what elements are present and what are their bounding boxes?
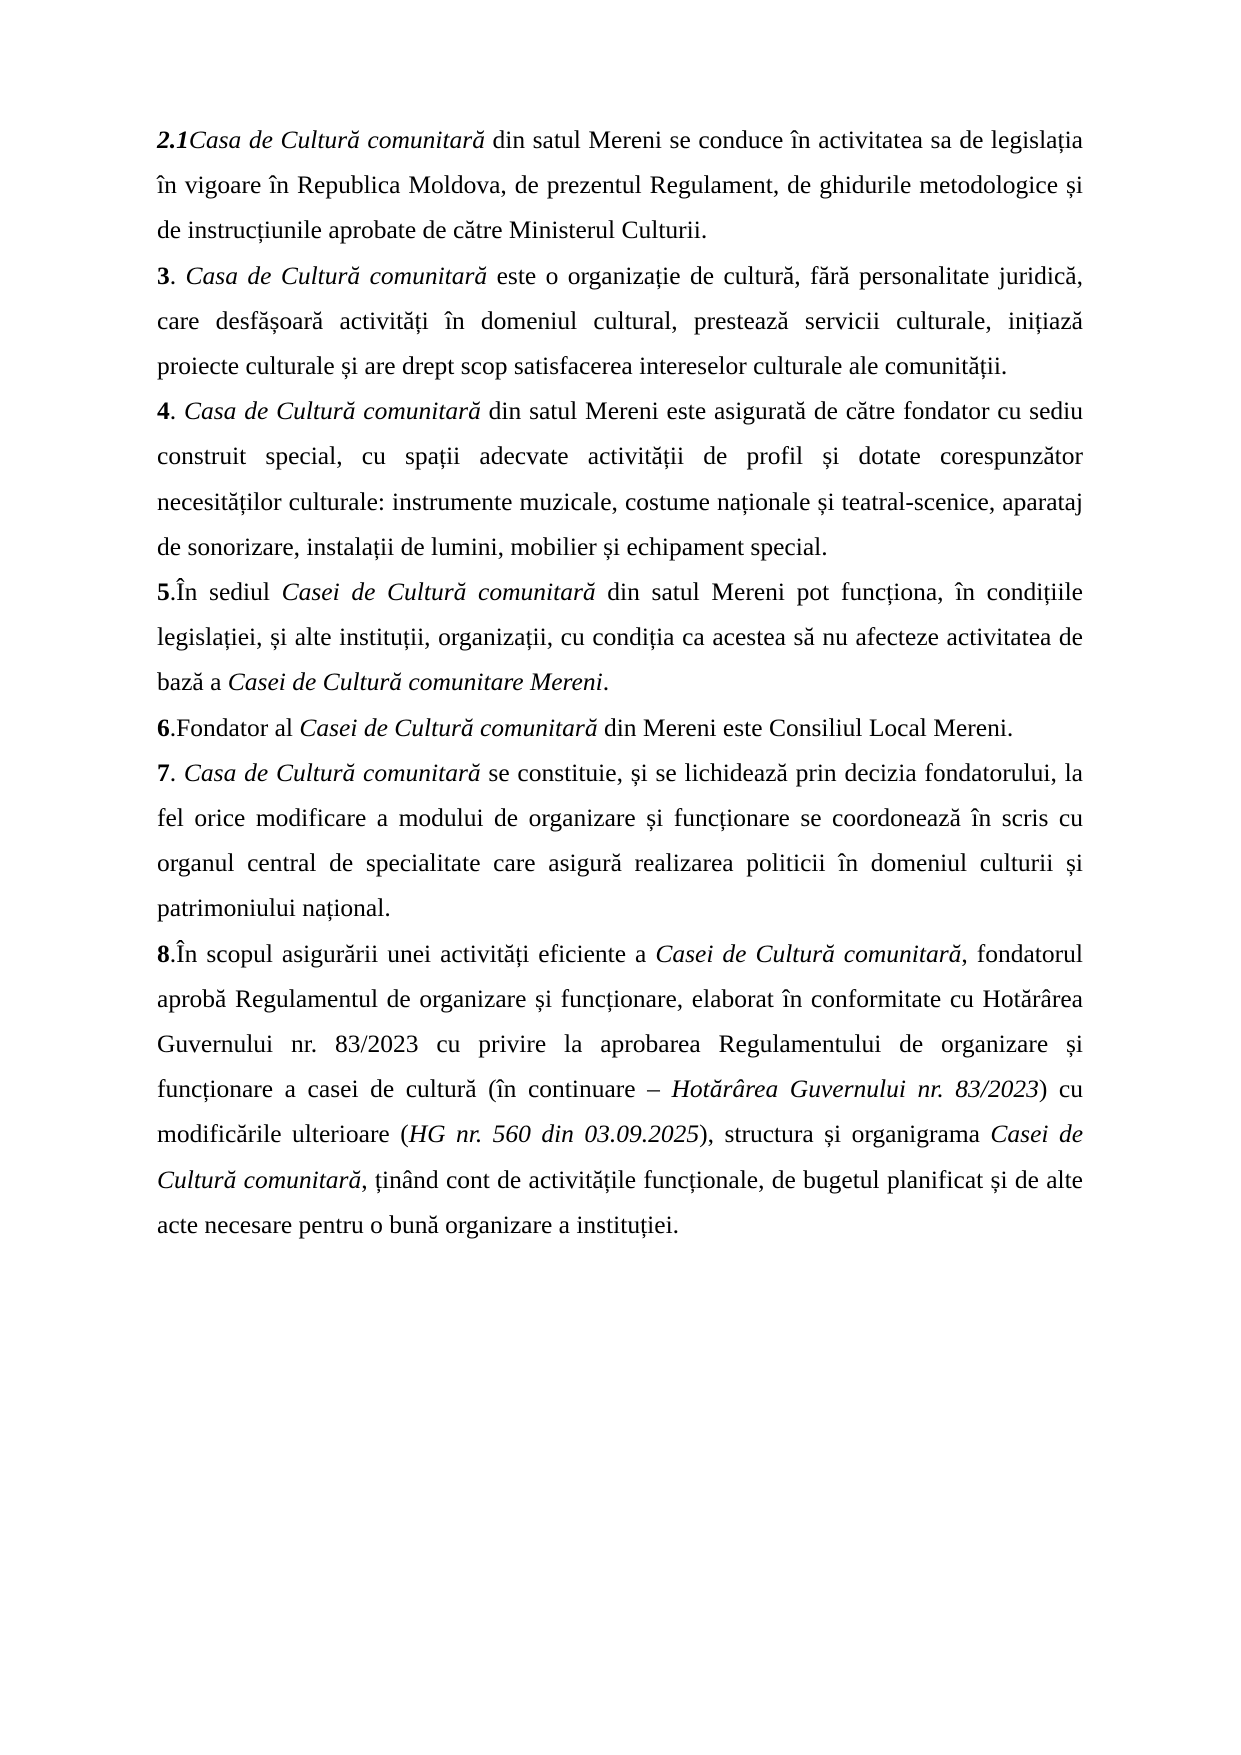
text-run: din satul Mereni pot funcționa, în condițiile legislației, și alte instituții, organizații, cu condiția ca acestea să nu afecteze activitatea de bază a	[157, 577, 1083, 697]
clause-number: 5	[157, 577, 170, 607]
text-run: din Mereni este Consiliul Local Mereni.	[597, 712, 1014, 742]
emphasized-text: Casa de Cultură comunitară	[183, 396, 481, 426]
emphasized-text: Casa de Cultură comunitară	[183, 757, 481, 787]
text-run: .	[169, 757, 184, 787]
emphasized-text: Casei de Cultură comunitară	[655, 938, 962, 968]
clause-number: 3	[157, 260, 170, 290]
emphasized-text: Hotărârea Guvernului nr. 83/2023	[671, 1074, 1039, 1104]
emphasized-text: HG nr. 560 din 03.09.2025	[408, 1119, 700, 1149]
text-run: ) cu modificările ulterioare (	[157, 1074, 1084, 1149]
paragraph-7	[157, 750, 1083, 931]
emphasized-text: Casa de Cultură comunitară	[185, 260, 488, 290]
text-run: .Fondator al	[169, 712, 300, 742]
text-run: este o organizație de cultură, fără personalitate juridică, care desfășoară activități în domeniul cultural, prestează servicii culturale, inițiază proiecte culturale și are drept scop satisfacerea intereselor culturale ale comunității.	[157, 260, 1083, 381]
emphasized-text: Casei de Cultură comunitare Mereni	[227, 667, 603, 697]
document-page	[157, 117, 1083, 1247]
clause-number: 6	[157, 712, 170, 742]
paragraph-3	[157, 253, 1083, 389]
text-run: .	[169, 260, 186, 290]
text-run: .În sediul	[169, 577, 282, 607]
emphasized-text: Casa de Cultură comunitară	[188, 125, 485, 154]
paragraph-8	[157, 931, 1083, 1247]
text-run: din satul Mereni se conduce în activitatea sa de legislația în vigoare în Republica Moldova, de prezentul Regulament, de ghidurile metodologice și de instrucțiunile aprobate de către Ministerul Culturii.	[157, 125, 1083, 245]
text-run: .	[602, 667, 610, 697]
text-run: , fondatorul aprobă Regulamentul de organizare și funcționare, elaborat în conformitate cu Hotărârea Guvernului nr. 83/2023 cu privire la aprobarea Regulamentului de organizare și funcționare a casei de cultură (în continuare –	[157, 938, 1083, 1104]
text-run: , ținând cont de activitățile funcționale, de bugetul planificat și de alte acte necesare pentru o bună organizare a instituției.	[157, 1164, 1083, 1239]
paragraph-5	[157, 569, 1083, 705]
clause-number: 8	[157, 938, 170, 968]
emphasized-text: Casei de Cultură comunitară	[299, 712, 598, 742]
emphasized-text: Casei de Cultură comunitară	[281, 577, 596, 607]
paragraph-2-1	[157, 117, 1083, 253]
text-run: .	[169, 396, 184, 426]
text-run: din satul Mereni este asigurată de către fondator cu sediu construit special, cu spații adecvate activității de profil și dotate corespunzător necesităților culturale: instrumente muzicale, costume naționale și teatral-scenice, aparataj de sonorizare, instalații de lumini, mobilier și echipament special.	[157, 396, 1083, 561]
clause-number: 7	[157, 757, 170, 787]
paragraph-4	[157, 388, 1083, 569]
text-run: .În scopul asigurării unei activități eficiente a	[169, 938, 656, 968]
paragraph-6	[157, 705, 1083, 750]
text-run: ), structura și organigrama	[699, 1119, 991, 1149]
clause-number: 2.1	[157, 125, 189, 154]
text-run: se constituie, și se lichidează prin decizia fondatorului, la fel orice modificare a modului de organizare și funcționare se coordonează în scris cu organul central de specialitate care asigură realizarea politicii în domeniul culturii și patrimoniului național.	[157, 757, 1084, 923]
emphasized-text: Casei de Cultură comunitară	[157, 1119, 1084, 1194]
clause-number: 4	[157, 396, 170, 426]
